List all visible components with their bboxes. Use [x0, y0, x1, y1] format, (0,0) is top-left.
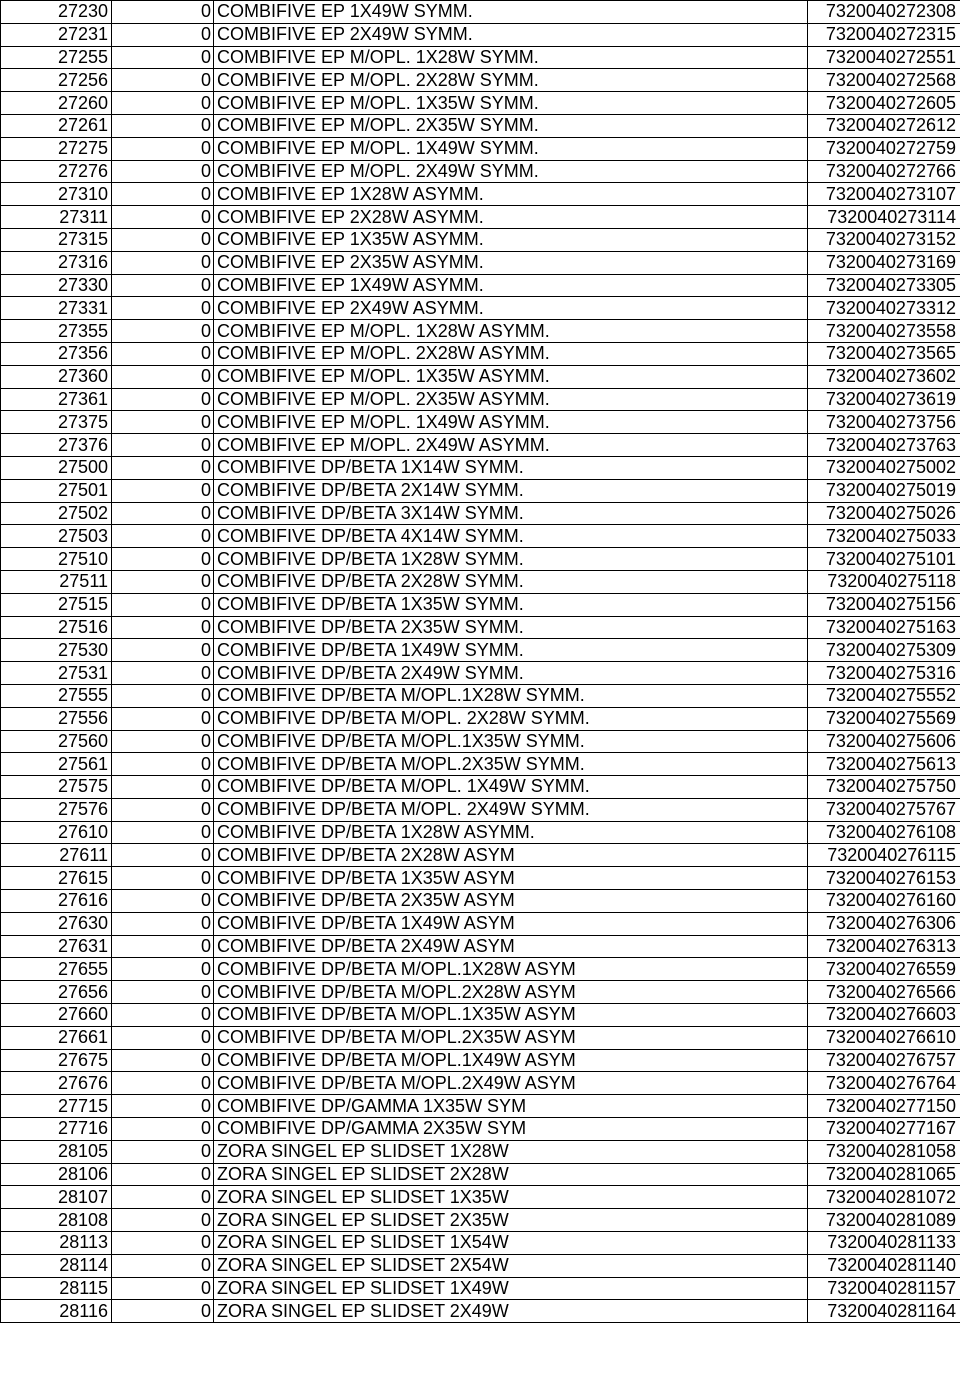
quantity-cell: 0: [112, 1118, 214, 1141]
article-number-cell: 27631: [1, 935, 112, 958]
article-number-cell: 27660: [1, 1004, 112, 1027]
table-row: [1, 274, 960, 297]
table-row: [1, 1, 960, 24]
description-cell: COMBIFIVE EP M/OPL. 2X49W SYMM.: [214, 160, 808, 183]
ean-code-cell: 7320040281157: [808, 1277, 960, 1300]
description-cell: COMBIFIVE EP M/OPL. 1X35W SYMM.: [214, 92, 808, 115]
quantity-cell: 0: [112, 1140, 214, 1163]
description-cell: COMBIFIVE EP M/OPL. 1X49W ASYMM.: [214, 411, 808, 434]
description-cell: COMBIFIVE EP 1X49W ASYMM.: [214, 274, 808, 297]
article-number-cell: 27375: [1, 411, 112, 434]
quantity-cell: 0: [112, 1004, 214, 1027]
quantity-cell: 0: [112, 912, 214, 935]
ean-code-cell: 7320040281140: [808, 1254, 960, 1277]
table-row: [1, 1277, 960, 1300]
quantity-cell: 0: [112, 434, 214, 457]
quantity-cell: 0: [112, 525, 214, 548]
article-number-cell: 27310: [1, 183, 112, 206]
article-number-cell: 27275: [1, 137, 112, 160]
description-cell: COMBIFIVE DP/BETA 2X49W ASYM: [214, 935, 808, 958]
table-row: [1, 92, 960, 115]
description-cell: COMBIFIVE DP/BETA 1X35W ASYM: [214, 867, 808, 890]
article-number-cell: 27610: [1, 821, 112, 844]
article-number-cell: 27356: [1, 342, 112, 365]
table-row: [1, 251, 960, 274]
table-row: [1, 935, 960, 958]
table-row: [1, 388, 960, 411]
ean-code-cell: 7320040273114: [808, 206, 960, 229]
quantity-cell: 0: [112, 1186, 214, 1209]
description-cell: COMBIFIVE EP 2X28W ASYMM.: [214, 206, 808, 229]
quantity-cell: 0: [112, 867, 214, 890]
table-row: [1, 1140, 960, 1163]
ean-code-cell: 7320040276115: [808, 844, 960, 867]
ean-code-cell: 7320040276153: [808, 867, 960, 890]
ean-code-cell: 7320040275613: [808, 753, 960, 776]
description-cell: COMBIFIVE EP M/OPL. 2X35W SYMM.: [214, 114, 808, 137]
table-row: [1, 753, 960, 776]
article-number-cell: 28113: [1, 1232, 112, 1255]
description-cell: COMBIFIVE DP/BETA 1X28W ASYMM.: [214, 821, 808, 844]
table-row: [1, 69, 960, 92]
table-row: [1, 981, 960, 1004]
description-cell: COMBIFIVE EP 2X49W SYMM.: [214, 23, 808, 46]
ean-code-cell: 7320040281072: [808, 1186, 960, 1209]
quantity-cell: 0: [112, 935, 214, 958]
table-row: [1, 548, 960, 571]
description-cell: ZORA SINGEL EP SLIDSET 1X49W: [214, 1277, 808, 1300]
ean-code-cell: 7320040272308: [808, 1, 960, 24]
article-number-cell: 28107: [1, 1186, 112, 1209]
article-number-cell: 27615: [1, 867, 112, 890]
table-row: [1, 320, 960, 343]
ean-code-cell: 7320040275026: [808, 502, 960, 525]
ean-code-cell: 7320040273152: [808, 228, 960, 251]
ean-code-cell: 7320040275019: [808, 479, 960, 502]
description-cell: COMBIFIVE EP M/OPL. 1X28W ASYMM.: [214, 320, 808, 343]
description-cell: COMBIFIVE DP/BETA 2X49W SYMM.: [214, 662, 808, 685]
article-number-cell: 27516: [1, 616, 112, 639]
quantity-cell: 0: [112, 1026, 214, 1049]
article-number-cell: 27311: [1, 206, 112, 229]
table-row: [1, 434, 960, 457]
ean-code-cell: 7320040272766: [808, 160, 960, 183]
article-number-cell: 28114: [1, 1254, 112, 1277]
ean-code-cell: 7320040276108: [808, 821, 960, 844]
table-row: [1, 1300, 960, 1323]
ean-code-cell: 7320040273169: [808, 251, 960, 274]
ean-code-cell: 7320040273602: [808, 365, 960, 388]
article-number-cell: 27503: [1, 525, 112, 548]
table-row: [1, 639, 960, 662]
description-cell: COMBIFIVE EP M/OPL. 2X28W SYMM.: [214, 69, 808, 92]
quantity-cell: 0: [112, 684, 214, 707]
article-number-cell: 27510: [1, 548, 112, 571]
table-row: [1, 502, 960, 525]
ean-code-cell: 7320040281089: [808, 1209, 960, 1232]
description-cell: COMBIFIVE EP M/OPL. 2X35W ASYMM.: [214, 388, 808, 411]
quantity-cell: 0: [112, 206, 214, 229]
table-row: [1, 616, 960, 639]
ean-code-cell: 7320040275606: [808, 730, 960, 753]
description-cell: COMBIFIVE DP/BETA M/OPL.1X28W SYMM.: [214, 684, 808, 707]
table-row: [1, 1095, 960, 1118]
table-row: [1, 206, 960, 229]
quantity-cell: 0: [112, 114, 214, 137]
description-cell: COMBIFIVE DP/BETA M/OPL.1X35W SYMM.: [214, 730, 808, 753]
ean-code-cell: 7320040276306: [808, 912, 960, 935]
article-number-cell: 27611: [1, 844, 112, 867]
table-row: [1, 137, 960, 160]
ean-code-cell: 7320040276313: [808, 935, 960, 958]
description-cell: ZORA SINGEL EP SLIDSET 2X49W: [214, 1300, 808, 1323]
quantity-cell: 0: [112, 821, 214, 844]
description-cell: ZORA SINGEL EP SLIDSET 1X28W: [214, 1140, 808, 1163]
article-number-cell: 27630: [1, 912, 112, 935]
article-number-cell: 27676: [1, 1072, 112, 1095]
description-cell: COMBIFIVE EP M/OPL. 2X28W ASYMM.: [214, 342, 808, 365]
table-row: [1, 525, 960, 548]
table-row: [1, 867, 960, 890]
table-row: [1, 1072, 960, 1095]
description-cell: COMBIFIVE EP M/OPL. 1X28W SYMM.: [214, 46, 808, 69]
description-cell: COMBIFIVE EP 1X35W ASYMM.: [214, 228, 808, 251]
quantity-cell: 0: [112, 890, 214, 913]
table-row: [1, 912, 960, 935]
ean-code-cell: 7320040277150: [808, 1095, 960, 1118]
ean-code-cell: 7320040281164: [808, 1300, 960, 1323]
quantity-cell: 0: [112, 639, 214, 662]
table-row: [1, 297, 960, 320]
quantity-cell: 0: [112, 69, 214, 92]
article-number-cell: 27556: [1, 707, 112, 730]
description-cell: COMBIFIVE DP/BETA M/OPL.2X49W ASYM: [214, 1072, 808, 1095]
ean-code-cell: 7320040272315: [808, 23, 960, 46]
article-number-cell: 28108: [1, 1209, 112, 1232]
article-number-cell: 27531: [1, 662, 112, 685]
article-number-cell: 27561: [1, 753, 112, 776]
ean-code-cell: 7320040277167: [808, 1118, 960, 1141]
description-cell: COMBIFIVE DP/BETA M/OPL. 2X28W SYMM.: [214, 707, 808, 730]
quantity-cell: 0: [112, 23, 214, 46]
table-row: [1, 365, 960, 388]
quantity-cell: 0: [112, 1277, 214, 1300]
table-row: [1, 776, 960, 799]
ean-code-cell: 7320040273619: [808, 388, 960, 411]
description-cell: COMBIFIVE EP 1X49W SYMM.: [214, 1, 808, 24]
quantity-cell: 0: [112, 1163, 214, 1186]
article-number-cell: 27261: [1, 114, 112, 137]
quantity-cell: 0: [112, 593, 214, 616]
article-number-cell: 27360: [1, 365, 112, 388]
quantity-cell: 0: [112, 616, 214, 639]
article-number-cell: 27616: [1, 890, 112, 913]
ean-code-cell: 7320040273107: [808, 183, 960, 206]
description-cell: COMBIFIVE DP/BETA 2X28W SYMM.: [214, 570, 808, 593]
quantity-cell: 0: [112, 1095, 214, 1118]
table-row: [1, 730, 960, 753]
quantity-cell: 0: [112, 1209, 214, 1232]
table-row: [1, 958, 960, 981]
description-cell: COMBIFIVE DP/GAMMA 2X35W SYM: [214, 1118, 808, 1141]
description-cell: COMBIFIVE DP/BETA M/OPL.1X28W ASYM: [214, 958, 808, 981]
quantity-cell: 0: [112, 1254, 214, 1277]
table-row: [1, 23, 960, 46]
description-cell: COMBIFIVE DP/BETA 2X14W SYMM.: [214, 479, 808, 502]
description-cell: COMBIFIVE DP/BETA 1X14W SYMM.: [214, 456, 808, 479]
description-cell: COMBIFIVE DP/BETA M/OPL.2X35W ASYM: [214, 1026, 808, 1049]
ean-code-cell: 7320040275156: [808, 593, 960, 616]
article-number-cell: 27515: [1, 593, 112, 616]
quantity-cell: 0: [112, 548, 214, 571]
quantity-cell: 0: [112, 798, 214, 821]
table-row: [1, 46, 960, 69]
quantity-cell: 0: [112, 1300, 214, 1323]
article-number-cell: 27716: [1, 1118, 112, 1141]
quantity-cell: 0: [112, 365, 214, 388]
ean-code-cell: 7320040273305: [808, 274, 960, 297]
article-number-cell: 27555: [1, 684, 112, 707]
ean-code-cell: 7320040276757: [808, 1049, 960, 1072]
description-cell: COMBIFIVE DP/GAMMA 1X35W SYM: [214, 1095, 808, 1118]
table-row: [1, 1232, 960, 1255]
table-row: [1, 411, 960, 434]
quantity-cell: 0: [112, 1072, 214, 1095]
ean-code-cell: 7320040273756: [808, 411, 960, 434]
ean-code-cell: 7320040272612: [808, 114, 960, 137]
description-cell: COMBIFIVE EP M/OPL. 2X49W ASYMM.: [214, 434, 808, 457]
article-number-cell: 27315: [1, 228, 112, 251]
article-number-cell: 28115: [1, 1277, 112, 1300]
description-cell: COMBIFIVE DP/BETA 1X49W SYMM.: [214, 639, 808, 662]
quantity-cell: 0: [112, 662, 214, 685]
description-cell: ZORA SINGEL EP SLIDSET 2X28W: [214, 1163, 808, 1186]
article-number-cell: 27376: [1, 434, 112, 457]
quantity-cell: 0: [112, 570, 214, 593]
description-cell: COMBIFIVE DP/BETA 2X35W ASYM: [214, 890, 808, 913]
quantity-cell: 0: [112, 342, 214, 365]
article-number-cell: 27276: [1, 160, 112, 183]
table-row: [1, 114, 960, 137]
description-cell: COMBIFIVE DP/BETA 1X28W SYMM.: [214, 548, 808, 571]
ean-code-cell: 7320040272551: [808, 46, 960, 69]
ean-code-cell: 7320040273565: [808, 342, 960, 365]
table-row: [1, 570, 960, 593]
ean-code-cell: 7320040275163: [808, 616, 960, 639]
article-number-cell: 27675: [1, 1049, 112, 1072]
description-cell: COMBIFIVE DP/BETA M/OPL.1X35W ASYM: [214, 1004, 808, 1027]
quantity-cell: 0: [112, 479, 214, 502]
ean-code-cell: 7320040273763: [808, 434, 960, 457]
ean-code-cell: 7320040275309: [808, 639, 960, 662]
description-cell: COMBIFIVE EP M/OPL. 1X35W ASYMM.: [214, 365, 808, 388]
description-cell: COMBIFIVE EP 1X28W ASYMM.: [214, 183, 808, 206]
description-cell: COMBIFIVE DP/BETA 3X14W SYMM.: [214, 502, 808, 525]
table-row: [1, 160, 960, 183]
table-row: [1, 798, 960, 821]
quantity-cell: 0: [112, 228, 214, 251]
ean-code-cell: 7320040275767: [808, 798, 960, 821]
article-number-cell: 27511: [1, 570, 112, 593]
table-row: [1, 183, 960, 206]
table-row: [1, 1254, 960, 1277]
quantity-cell: 0: [112, 320, 214, 343]
ean-code-cell: 7320040275552: [808, 684, 960, 707]
article-number-cell: 27560: [1, 730, 112, 753]
quantity-cell: 0: [112, 730, 214, 753]
article-number-cell: 27230: [1, 1, 112, 24]
table-row: [1, 228, 960, 251]
article-number-cell: 27715: [1, 1095, 112, 1118]
table-row: [1, 1186, 960, 1209]
article-number-cell: 27316: [1, 251, 112, 274]
quantity-cell: 0: [112, 456, 214, 479]
quantity-cell: 0: [112, 251, 214, 274]
quantity-cell: 0: [112, 981, 214, 1004]
article-number-cell: 27355: [1, 320, 112, 343]
table-row: [1, 844, 960, 867]
description-cell: COMBIFIVE EP M/OPL. 1X49W SYMM.: [214, 137, 808, 160]
description-cell: COMBIFIVE EP 2X35W ASYMM.: [214, 251, 808, 274]
table-row: [1, 1026, 960, 1049]
product-table-body: [1, 1, 960, 1323]
description-cell: COMBIFIVE DP/BETA 2X28W ASYM: [214, 844, 808, 867]
article-number-cell: 27502: [1, 502, 112, 525]
quantity-cell: 0: [112, 753, 214, 776]
description-cell: COMBIFIVE DP/BETA 4X14W SYMM.: [214, 525, 808, 548]
description-cell: COMBIFIVE DP/BETA 2X35W SYMM.: [214, 616, 808, 639]
article-number-cell: 28116: [1, 1300, 112, 1323]
article-number-cell: 27256: [1, 69, 112, 92]
ean-code-cell: 7320040281058: [808, 1140, 960, 1163]
description-cell: COMBIFIVE DP/BETA M/OPL. 1X49W SYMM.: [214, 776, 808, 799]
ean-code-cell: 7320040272605: [808, 92, 960, 115]
article-number-cell: 27330: [1, 274, 112, 297]
quantity-cell: 0: [112, 160, 214, 183]
ean-code-cell: 7320040272759: [808, 137, 960, 160]
article-number-cell: 28105: [1, 1140, 112, 1163]
quantity-cell: 0: [112, 707, 214, 730]
article-number-cell: 27656: [1, 981, 112, 1004]
quantity-cell: 0: [112, 137, 214, 160]
ean-code-cell: 7320040275750: [808, 776, 960, 799]
table-row: [1, 479, 960, 502]
quantity-cell: 0: [112, 1, 214, 24]
ean-code-cell: 7320040276160: [808, 890, 960, 913]
description-cell: COMBIFIVE DP/BETA 1X35W SYMM.: [214, 593, 808, 616]
ean-code-cell: 7320040273312: [808, 297, 960, 320]
description-cell: ZORA SINGEL EP SLIDSET 1X54W: [214, 1232, 808, 1255]
table-row: [1, 1209, 960, 1232]
table-row: [1, 1004, 960, 1027]
ean-code-cell: 7320040281065: [808, 1163, 960, 1186]
ean-code-cell: 7320040276764: [808, 1072, 960, 1095]
ean-code-cell: 7320040275033: [808, 525, 960, 548]
ean-code-cell: 7320040273558: [808, 320, 960, 343]
ean-code-cell: 7320040276566: [808, 981, 960, 1004]
table-row: [1, 456, 960, 479]
table-row: [1, 684, 960, 707]
quantity-cell: 0: [112, 92, 214, 115]
description-cell: ZORA SINGEL EP SLIDSET 1X35W: [214, 1186, 808, 1209]
quantity-cell: 0: [112, 1049, 214, 1072]
ean-code-cell: 7320040275002: [808, 456, 960, 479]
table-row: [1, 342, 960, 365]
table-row: [1, 1049, 960, 1072]
table-row: [1, 707, 960, 730]
description-cell: COMBIFIVE DP/BETA M/OPL.2X28W ASYM: [214, 981, 808, 1004]
description-cell: ZORA SINGEL EP SLIDSET 2X54W: [214, 1254, 808, 1277]
quantity-cell: 0: [112, 411, 214, 434]
quantity-cell: 0: [112, 183, 214, 206]
article-number-cell: 27501: [1, 479, 112, 502]
article-number-cell: 27361: [1, 388, 112, 411]
ean-code-cell: 7320040275118: [808, 570, 960, 593]
quantity-cell: 0: [112, 388, 214, 411]
description-cell: ZORA SINGEL EP SLIDSET 2X35W: [214, 1209, 808, 1232]
article-number-cell: 27260: [1, 92, 112, 115]
table-row: [1, 1163, 960, 1186]
article-number-cell: 27255: [1, 46, 112, 69]
description-cell: COMBIFIVE DP/BETA M/OPL. 2X49W SYMM.: [214, 798, 808, 821]
quantity-cell: 0: [112, 776, 214, 799]
table-row: [1, 890, 960, 913]
article-number-cell: 27661: [1, 1026, 112, 1049]
description-cell: COMBIFIVE DP/BETA M/OPL.2X35W SYMM.: [214, 753, 808, 776]
description-cell: COMBIFIVE EP 2X49W ASYMM.: [214, 297, 808, 320]
article-number-cell: 27530: [1, 639, 112, 662]
ean-code-cell: 7320040275316: [808, 662, 960, 685]
article-number-cell: 27575: [1, 776, 112, 799]
table-row: [1, 593, 960, 616]
ean-code-cell: 7320040276610: [808, 1026, 960, 1049]
article-number-cell: 27576: [1, 798, 112, 821]
description-cell: COMBIFIVE DP/BETA 1X49W ASYM: [214, 912, 808, 935]
article-number-cell: 27500: [1, 456, 112, 479]
quantity-cell: 0: [112, 502, 214, 525]
table-row: [1, 662, 960, 685]
article-number-cell: 27231: [1, 23, 112, 46]
quantity-cell: 0: [112, 1232, 214, 1255]
article-number-cell: 28106: [1, 1163, 112, 1186]
quantity-cell: 0: [112, 844, 214, 867]
ean-code-cell: 7320040276559: [808, 958, 960, 981]
article-number-cell: 27655: [1, 958, 112, 981]
ean-code-cell: 7320040275101: [808, 548, 960, 571]
quantity-cell: 0: [112, 46, 214, 69]
ean-code-cell: 7320040281133: [808, 1232, 960, 1255]
quantity-cell: 0: [112, 297, 214, 320]
table-row: [1, 1118, 960, 1141]
quantity-cell: 0: [112, 958, 214, 981]
ean-code-cell: 7320040276603: [808, 1004, 960, 1027]
ean-code-cell: 7320040272568: [808, 69, 960, 92]
table-row: [1, 821, 960, 844]
ean-code-cell: 7320040275569: [808, 707, 960, 730]
quantity-cell: 0: [112, 274, 214, 297]
article-number-cell: 27331: [1, 297, 112, 320]
description-cell: COMBIFIVE DP/BETA M/OPL.1X49W ASYM: [214, 1049, 808, 1072]
